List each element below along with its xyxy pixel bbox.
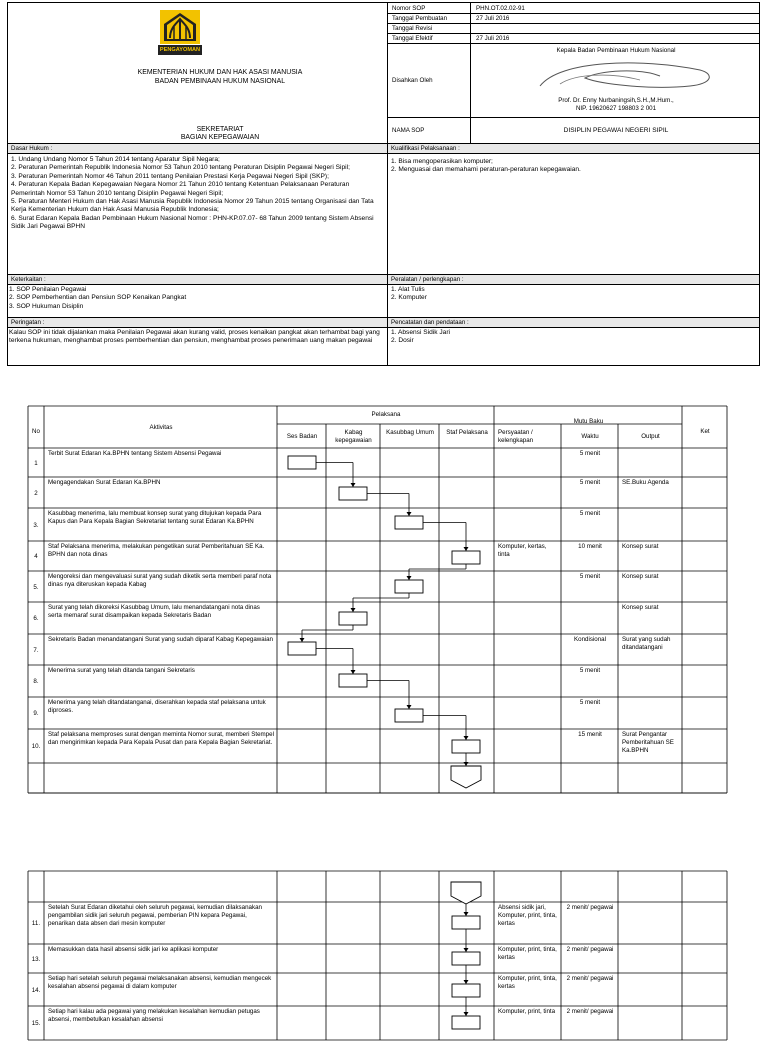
row-number: 9. [33, 710, 39, 717]
row-number: 4 [34, 553, 38, 560]
row-number: 1 [34, 459, 38, 467]
keterkaitan-item: 3. SOP Hukuman Disiplin [9, 302, 84, 310]
row-activity: Staf Pelaksana menerima, melakukan pengetikan surat Pemberitahuan SE Ka. BPHN dan nota dinas [48, 543, 265, 558]
row-time: 15 menit [578, 731, 602, 738]
dasar-hukum-item: 5. Peraturan Menteri Hukum dan Hak Asasi Manusia Republik Indonesia Nomor 29 Tahun 2015 tentang Organisasi dan Tata Kerja Kementerian Hukum dan Hak Asasi Manusia Republik Indonesia; [11, 198, 374, 214]
row-number: 7. [33, 646, 39, 654]
row-activity: Setiap hari setelah seluruh pegawai melaksanakan absensi, kemudian mengecek kesalahan absensi pegawai di dalam komputer [48, 975, 272, 990]
kualifikasi-item: 1. Bisa mengoperasikan komputer; [391, 158, 493, 165]
row-time [562, 603, 618, 633]
row-output [619, 945, 682, 972]
row-output: SE.Buku Agenda [622, 479, 669, 486]
field-value-tanggal-pembuatan: 27 Juli 2016 [476, 15, 510, 22]
row-activity: Menerima yang telah ditandatanganai, diserahkan kepada staf pelaksana untuk diproses. [48, 699, 266, 714]
row-output [619, 872, 682, 901]
row-output [619, 449, 682, 476]
field-label-tanggal-revisi: Tanggal Revisi [392, 25, 433, 32]
dasar-hukum-item: 4. Peraturan Kepala Badan Kepegawaian Negara Nomor 21 Tahun 2010 tentang Ketentuan Pelaksanaan Peraturan Pemerintah Nomor 53 Tahun 2010 tentang Disiplin Pegawai Negeri Sipil; [11, 181, 350, 197]
row-requirement: Komputer, print, tinta, kertas [498, 975, 557, 990]
row-number: 13. [31, 955, 41, 963]
row-activity: Sekretaris Badan menandatangani Surat yang sudah diparaf Kabag Kepegawaian [48, 636, 273, 643]
row-activity: Surat yang telah dikoreksi Kasubbag Umum, lalu menandatangani nota dinas serta memaraf surat disampaikan kepada Sekretaris Badan [48, 604, 260, 619]
row-time [562, 764, 618, 792]
row-time: 5 menit [579, 573, 601, 580]
row-number: 6. [33, 615, 39, 622]
row-time: 2 menit/ pegawai [566, 975, 614, 982]
ministry-line-2: BADAN PEMBINAAN HUKUM NASIONAL [154, 78, 286, 85]
kualifikasi-title: Kualifikasi Pelaksanaan : [388, 144, 759, 154]
field-value-tanggal-efektif: 27 Juli 2016 [476, 35, 510, 42]
row-requirement [495, 698, 561, 728]
col-header-pelaksana: Pelaksana [371, 411, 401, 418]
logo-label: PENGAYOMAN [159, 47, 201, 53]
row-activity [45, 764, 277, 792]
row-time: 5 menit [579, 450, 601, 457]
row-number: 11. [31, 920, 41, 927]
peralatan-item: 1. Alat Tulis [391, 286, 425, 293]
row-time: 5 menit [579, 667, 601, 674]
col-header-waktu: Waktu [581, 433, 599, 440]
dasar-hukum-item: 2. Peraturan Pemerintah Republik Indonesia Nomor 53 Tahun 2010 tentang Peraturan Disiplin Pegawai Negeri Sipil; [11, 164, 350, 172]
unit-line-2: BAGIAN KEPEGAWAIAN [180, 134, 260, 141]
row-requirement [495, 509, 561, 540]
row-number: 5. [33, 583, 39, 591]
col-header-ket: Ket [700, 428, 710, 435]
row-activity: Mengagendakan Surat Edaran Ka.BPHN [48, 479, 161, 486]
col-header-kasubbag: Kasubbag Umum [386, 429, 434, 436]
row-output: Konsep surat [622, 543, 659, 550]
row-requirement [495, 635, 561, 664]
dasar-hukum-item: 6. Surat Edaran Kepala Badan Pembinaan Hukum Nasional Nomor : PHN-KP.07.07- 68 Tahun 2009 tentang Sistem Absensi Sidik Jari Pegawai BPHN [11, 214, 374, 231]
pencatatan-item: 1. Absensi Sidik Jari [391, 329, 451, 336]
approver-nip: NIP. 19620627 198803 2 001 [575, 105, 657, 112]
row-output [619, 903, 682, 943]
col-header-no: No [32, 428, 40, 435]
kualifikasi-item: 2. Menguasai dan memahami peraturan-peraturan kepegawaian. [391, 166, 581, 174]
row-time: 5 menit [579, 479, 601, 486]
row-output [619, 666, 682, 696]
row-requirement [495, 572, 561, 601]
row-number [28, 774, 44, 802]
sop-name-label: NAMA SOP [392, 127, 425, 134]
row-output: Surat yang sudah ditandatangani [622, 636, 671, 651]
row-activity: Setelah Surat Edaran diketahui oleh seluruh pegawai, kemudian dilaksanakan pengambilan sidik jari seluruh pegawai, pemberian PIN kepara Pegawai, penarikan data absen dari mesin komputer [48, 904, 262, 927]
approval-label: Disahkan Oleh [392, 77, 433, 84]
row-activity: Mengoreksi dan mengevaluasi surat yang sudah diketik serta memberi paraf nota dinas nya diteruskan kepada Kabag [48, 573, 272, 588]
row-output [619, 509, 682, 540]
col-header-persyaratan: Persyaatan / kelengkapan [498, 429, 534, 444]
row-number: 14. [31, 986, 41, 994]
peralatan-item: 2. Komputer [391, 294, 427, 302]
dasar-hukum-item: 1. Undang Undang Nomor 5 Tahun 2014 tentang Aparatur Sipil Negara; [11, 156, 220, 163]
dasar-hukum-title: Dasar Hukum : [8, 144, 387, 154]
row-output [619, 974, 682, 1005]
row-time: 5 menit [579, 699, 601, 706]
row-number: 8. [33, 678, 39, 685]
peringatan-text: Kalau SOP ini tidak dijalankan maka Penilaian Pegawai akan kurang valid, proses kenaikan pangkat akan terhambat bagi yang terkena hukuman, menghambat proses pemberhentian dan pensiun, menghambat proses penerimaan uang makan pegawai [9, 329, 380, 345]
row-time: Kondisional [574, 636, 606, 643]
pencatatan-title: Pencatatan dan pendataan : [388, 318, 759, 328]
dasar-hukum-item: 3. Peraturan Pemerintah Nomor 46 Tahun 2011 tentang Penilaian Prestasi Kerja Pegawai Negeri Sipil (SKP); [11, 172, 329, 180]
row-requirement [495, 478, 561, 507]
row-activity: Menerima surat yang telah ditanda tangani Sekretaris [48, 667, 195, 674]
keterkaitan-item: 2. SOP Pemberhentian dan Pensiun SOP Kenaikan Pangkat [9, 294, 187, 302]
row-time: 10 menit [578, 543, 602, 550]
row-activity: Kasubbag menerima, lalu membuat konsep surat yang ditujukan kepada Para Kapus dan Para Kepala Bagian Sekretariat tentang surat Edaran Ka.BPHN [48, 510, 262, 525]
peringatan-title: Peringatan : [8, 318, 387, 328]
keterkaitan-item: 1. SOP Penilaian Pegawai [9, 286, 87, 293]
row-number: 15. [31, 1020, 41, 1027]
col-header-staf: Staf Pelaksana [446, 429, 488, 436]
col-header-kabag: Kabag kepegawaian [335, 429, 372, 444]
approver-name: Prof. Dr. Enny Nurbaningsih,S.H.,M.Hum., [558, 97, 674, 104]
row-output [619, 1007, 682, 1039]
row-requirement: Komputer, print, tinta [498, 1008, 556, 1015]
row-requirement: Komputer, kertas, tinta [498, 543, 547, 558]
row-activity [45, 872, 277, 901]
row-output: Konsep surat [622, 604, 659, 611]
row-requirement [495, 666, 561, 696]
col-header-output: Output [641, 433, 660, 440]
pencatatan-item: 2. Dosir [391, 337, 414, 345]
row-activity: Staf pelaksana memproses surat dengan meminta Nomor surat, memberi Stempel dan mengirimkan kepada Para Kepala Pusat dan para Kepala Bagian Sekretariat. [48, 731, 274, 746]
row-number: 3. [33, 521, 39, 529]
col-header-mutu-baku: Mutu Baku [573, 418, 604, 425]
row-number: 2 [34, 489, 38, 497]
row-time: 2 menit/ pegawai [566, 904, 614, 911]
field-label-tanggal-pembuatan: Tanggal Pembuatan [392, 15, 448, 22]
row-activity: Memasukkan data hasil absensi sidik jari ke aplikasi komputer [48, 946, 219, 953]
row-requirement: Absensi sidik jari, Komputer, print, tinta, kertas [498, 904, 557, 927]
sop-name: DISIPLIN PEGAWAI NEGERI SIPIL [563, 127, 669, 134]
row-output: Surat Pengantar Pemberitahuan SE Ka.BPHN [622, 731, 674, 754]
col-header-ses-badan: Ses Badan [286, 433, 318, 440]
row-activity: Setiap hari kalau ada pegawai yang melakukan kesalahan kemudian petugas absensi, membetulkan kesalahan absensi [48, 1008, 260, 1023]
row-requirement [495, 603, 561, 633]
ministry-line-1: KEMENTERIAN HUKUM DAN HAK ASASI MANUSIA [137, 69, 303, 76]
row-output [619, 764, 682, 792]
unit-line-1: SEKRETARIAT [196, 126, 244, 133]
row-time: 5 menit [579, 510, 601, 517]
field-value-nomor-sop: PHN.OT.02.02-91 [476, 5, 525, 12]
row-output: Konsep surat [622, 573, 659, 580]
row-output [619, 698, 682, 728]
approver-title: Kepala Badan Pembinaan Hukum Nasional [556, 47, 676, 54]
row-requirement [495, 764, 561, 792]
row-requirement [495, 872, 561, 901]
row-time: 2 menit/ pegawai [566, 946, 614, 953]
row-time [562, 872, 618, 901]
col-header-aktivitas: Aktivitas [149, 424, 173, 431]
row-requirement [495, 449, 561, 476]
row-requirement: Komputer, print, tinta, kertas [498, 946, 557, 961]
row-activity: Terbit Surat Edaran Ka.BPHN tentang Sistem Absensi Pegawai [48, 450, 222, 457]
row-number [28, 883, 44, 912]
field-label-tanggal-efektif: Tanggal Efektif [392, 35, 433, 42]
row-requirement [495, 730, 561, 762]
row-time: 2 menit/ pegawai [566, 1008, 614, 1015]
row-number: 10. [31, 743, 41, 750]
field-label-nomor-sop: Nomor SOP [392, 5, 426, 12]
peralatan-title: Peralatan / perlengkapan : [388, 275, 759, 285]
keterkaitan-title: Keterkaitan : [8, 275, 387, 285]
